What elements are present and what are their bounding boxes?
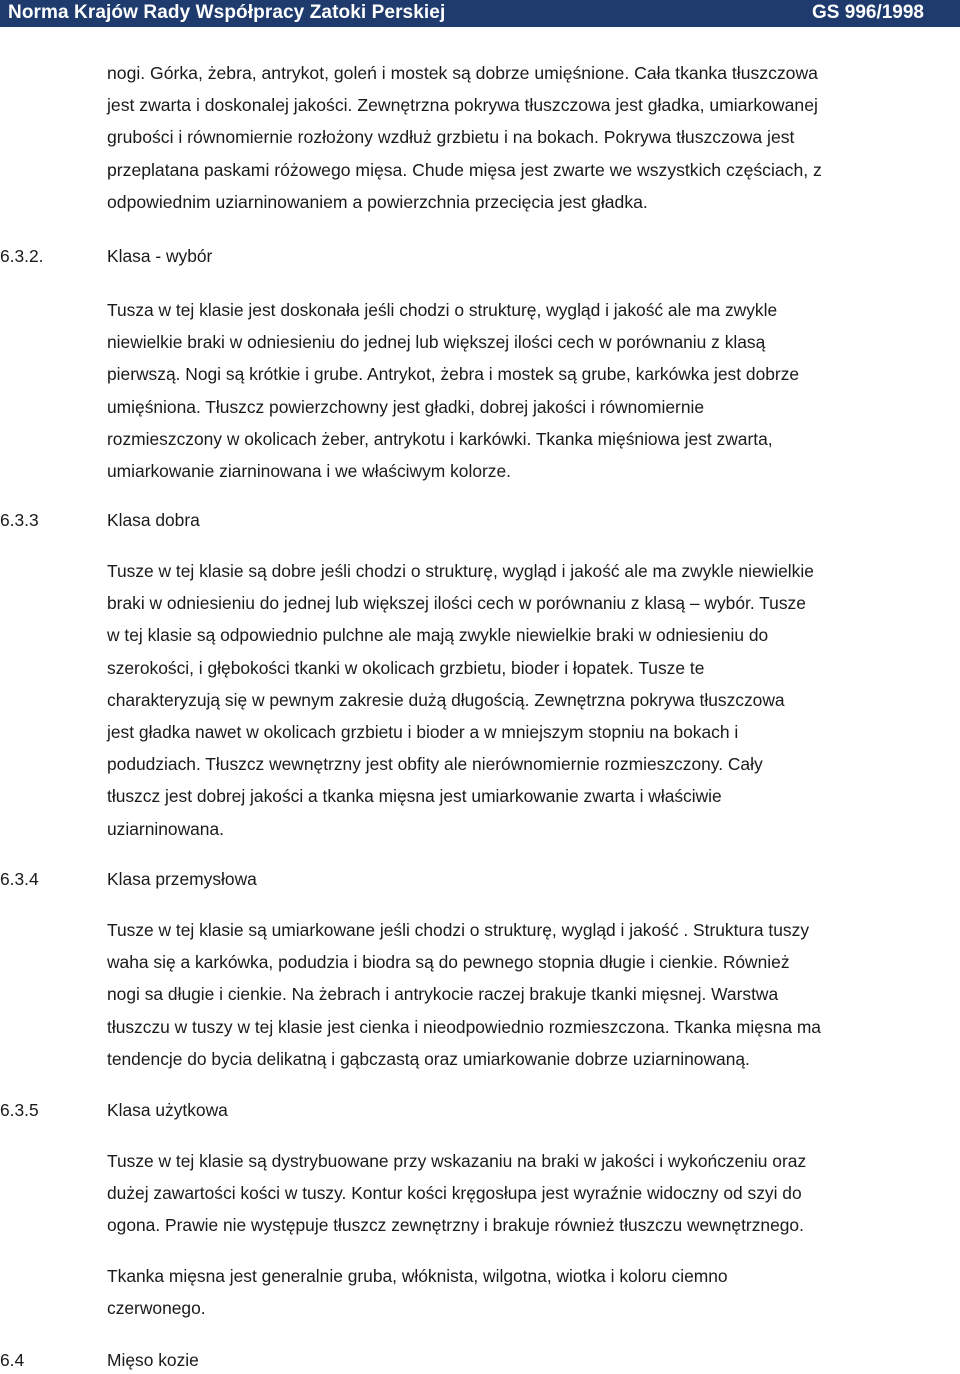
document-title: Norma Krajów Rady Współpracy Zatoki Perskiej (8, 2, 446, 23)
text-line: grubości i równomiernie rozłożony wzdłuż grzbietu i na bokach. Pokrywa tłuszczowa jest (107, 127, 795, 148)
text-line: odpowiednim uziarninowaniem a powierzchnia przecięcia jest gładka. (107, 191, 648, 212)
text-line: jest zwarta i doskonalej jakości. Zewnętrzna pokrywa tłuszczowa jest gładka, umiarkowanej (107, 95, 818, 116)
section-paragraph (107, 1260, 960, 1324)
text-line: niewielkie braki w odniesieniu do jednej lub większej ilości cech w porównaniu z klasą (107, 332, 766, 353)
text-line: tendencje do bycia delikatną i gąbczastą oraz umiarkowanie dobrze uziarninowaną. (107, 1048, 750, 1069)
text-line: uziarninowana. (107, 818, 224, 839)
text-line: braki w odniesieniu do jednej lub większej ilości cech w porównaniu z klasą – wybór. Tusze (107, 593, 806, 614)
section-title: Mięso kozie (107, 1350, 199, 1370)
text-line: pierwszą. Nogi są krótkie i grube. Antrykot, żebra i mostek są grube, karkówka jest dobrze (107, 364, 800, 385)
section-title: Klasa użytkowa (107, 1100, 228, 1120)
section-title: Klasa dobra (107, 510, 200, 530)
text-line: tłuszczu w tuszy w tej klasie jest cienka i nieodpowiednio rozmieszczona. Tkanka mięsna ma (107, 1016, 821, 1037)
text-line: nogi. Górka, żebra, antrykot, goleń i mostek są dobrze umięśnione. Cała tkanka tłuszczowa (107, 63, 818, 83)
text-line: ogona. Prawie nie występuje tłuszcz zewnętrzny i brakuje również tłuszczu wewnętrznego. (107, 1215, 804, 1236)
text-line: czerwonego. (107, 1298, 206, 1319)
text-line: Tusze w tej klasie są dobre jeśli chodzi o strukturę, wygląd i jakość ale ma zwykle niewielkie (107, 561, 814, 581)
text-line: waha się a karkówka, podudzia i biodra są do pewnego stopnia długie i cienkie. Również (107, 952, 790, 973)
text-line: podudziach. Tłuszcz wewnętrzny jest obfity ale nierównomiernie rozmieszczony. Cały (107, 754, 763, 775)
section-number: 6.3.5 (0, 1100, 39, 1120)
section-title: Klasa - wybór (107, 246, 213, 266)
text-line: charakteryzują się w pewnym zakresie dużą długością. Zewnętrzna pokrywa tłuszczowa (107, 689, 785, 710)
text-line: Tusze w tej klasie są dystrybuowane przy wskazaniu na braki w jakości i wykończeniu oraz (107, 1151, 807, 1171)
text-line: tłuszcz jest dobrej jakości a tkanka mięsna jest umiarkowanie zwarta i właściwie (107, 786, 722, 807)
section-paragraph (107, 914, 960, 1075)
text-line: Tusza w tej klasie jest doskonała jeśli chodzi o strukturę, wygląd i jakość ale ma zwykle (107, 300, 778, 320)
section-paragraph (107, 555, 960, 845)
document-code: GS 996/1998 (812, 2, 924, 23)
section-number: 6.3.4 (0, 869, 39, 889)
text-line: w tej klasie są odpowiednio pulchne ale mają zwykle niewielkie braki w odniesieniu do (107, 625, 769, 646)
text-line: Tkanka mięsna jest generalnie gruba, włóknista, wilgotna, wiotka i koloru ciemno (107, 1266, 728, 1286)
intro-paragraph (107, 57, 960, 218)
text-line: umiarkowanie ziarninowana i we właściwym kolorze. (107, 461, 512, 482)
section-number: 6.3.3 (0, 510, 39, 530)
section-title: Klasa przemysłowa (107, 869, 257, 889)
section-number: 6.3.2. (0, 246, 44, 266)
section-paragraph (107, 1145, 960, 1242)
text-line: nogi sa długie i cienkie. Na żebrach i antrykocie raczej brakuje tkanki mięsnej. Warstwa (107, 984, 779, 1005)
text-line: przeplatana paskami różowego mięsa. Chude mięsa jest zwarte we wszystkich częściach, z (107, 159, 822, 180)
text-line: dużej zawartości kości w tuszy. Kontur kości kręgosłupa jest wyraźnie widoczny od szyi do (107, 1183, 802, 1204)
text-line: umięśniona. Tłuszcz powierzchowny jest gładki, dobrej jakości i równomiernie (107, 396, 705, 417)
text-line: rozmieszczony w okolicach żeber, antrykotu i karkówki. Tkanka mięśniowa jest zwarta, (107, 428, 773, 449)
text-line: jest gładka nawet w okolicach grzbietu i bioder a w mniejszym stopniu na bokach i (107, 722, 739, 743)
text-line: Tusze w tej klasie są umiarkowane jeśli chodzi o strukturę, wygląd i jakość . Struktura tuszy (107, 920, 810, 940)
section-number: 6.4 (0, 1350, 25, 1370)
page-header (0, 0, 960, 27)
section-paragraph (107, 294, 960, 487)
text-line: szerokości, i głębokości tkanki w okolicach grzbietu, bioder i łopatek. Tusze te (107, 657, 705, 678)
